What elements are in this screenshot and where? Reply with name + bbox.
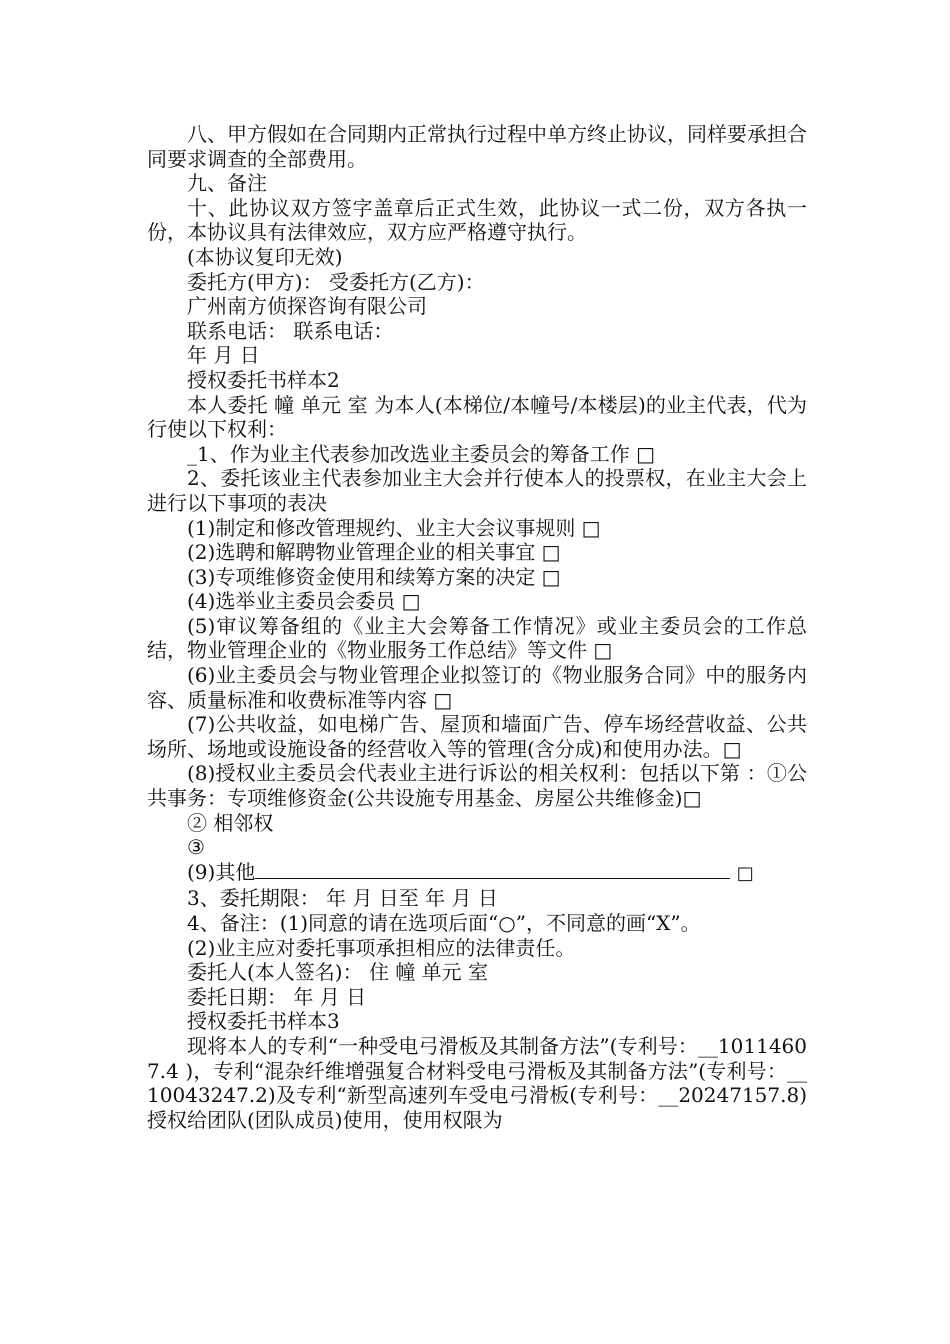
vote-item-8-sub-2: ② 相邻权 xyxy=(187,810,274,835)
vote-item-3: (3)专项维修资金使用和续筹方案的决定 □ xyxy=(187,564,561,589)
party-labels: 委托方(甲方)： 受委托方(乙方)： xyxy=(187,269,485,294)
checkbox-glyph: □ xyxy=(736,862,754,884)
company-name: 广州南方侦探咨询有限公司 xyxy=(187,294,427,319)
clause-9: 九、备注 xyxy=(187,171,267,196)
clause-10: 十、此协议双方签字盖章后正式生效，此协议一式二份，双方各执一份，本协议具有法律效应，双方应严格遵守执行。 xyxy=(147,195,807,245)
date-line: 年 月 日 xyxy=(187,343,260,368)
vote-item-8: (8)授权业主委员会代表业主进行诉讼的相关权利：包括以下第 ：①公共事务：专项维修资金(公共设施专用基金、房屋公共维修金)□ xyxy=(147,761,807,811)
item-2: 2、委托该业主代表参加业主大会并行使本人的投票权，在业主大会上进行以下事项的表决 xyxy=(147,466,807,515)
vote-item-9 xyxy=(147,860,807,887)
document-page xyxy=(147,122,807,1132)
fill-in-underline xyxy=(255,860,730,879)
vote-item-5: (5)审议筹备组的《业主大会筹备工作情况》或业主委员会的工作总结，物业管理企业的《物业服务工作总结》等文件 □ xyxy=(147,613,807,663)
clause-8: 八、甲方假如在合同期内正常执行过程中单方终止协议，同样要承担合同要求调查的全部费用。 xyxy=(147,122,807,171)
principal-signature-line: 委托人(本人签名)： 住 幢 单元 室 xyxy=(187,960,489,985)
remarks-1: 4、备注：(1)同意的请在选项后面“○”，不同意的画“X”。 xyxy=(187,911,701,935)
vote-item-7: (7)公共收益，如电梯广告、屋顶和墙面广告、停车场经营收益、公共场所、场地或设施设备的经营收入等的管理(含分成)和使用办法。□ xyxy=(147,712,807,761)
sample-3-body: 现将本人的专利“一种受电弓滑板及其制备方法”(专利号：__10114607.4 )，专利“混杂纤维增强复合材料受电弓滑板及其制备方法”(专利号：__10043247.2)及专利“新型高速列车受电弓滑板(专利号：__20247157.8)授权给团队(团队成员)使用，使用权限为 xyxy=(147,1033,807,1132)
copy-invalid-note: (本协议复印无效) xyxy=(187,244,343,269)
remarks-2: (2)业主应对委托事项承担相应的法律责任。 xyxy=(187,935,576,960)
sample-3-title: 授权委托书样本3 xyxy=(187,1009,340,1034)
vote-item-8-sub-3: ③ xyxy=(187,835,205,860)
vote-item-9-label: (9)其他 xyxy=(187,859,256,884)
vote-item-1: (1)制定和修改管理规约、业主大会议事规则 □ xyxy=(187,515,601,540)
item-1: _1、作为业主代表参加改选业主委员会的筹备工作 □ xyxy=(187,441,655,466)
vote-item-4: (4)选举业主委员会委员 □ xyxy=(187,589,421,614)
commission-date-line: 委托日期： 年 月 日 xyxy=(187,984,367,1009)
term-line: 3、委托期限： 年 月 日至 年 月 日 xyxy=(187,886,498,911)
sample-2-intro: 本人委托 幢 单元 室 为本人(本梯位/本幢号/本楼层)的业主代表，代为行使以下权利： xyxy=(147,392,807,442)
sample-2-title: 授权委托书样本2 xyxy=(187,367,340,392)
vote-item-2: (2)选聘和解聘物业管理企业的相关事宜 □ xyxy=(187,540,561,565)
vote-item-6: (6)业主委员会与物业管理企业拟签订的《物业服务合同》中的服务内容、质量标准和收费标准等内容 □ xyxy=(147,663,807,712)
phone-labels: 联系电话： 联系电话： xyxy=(187,318,394,343)
